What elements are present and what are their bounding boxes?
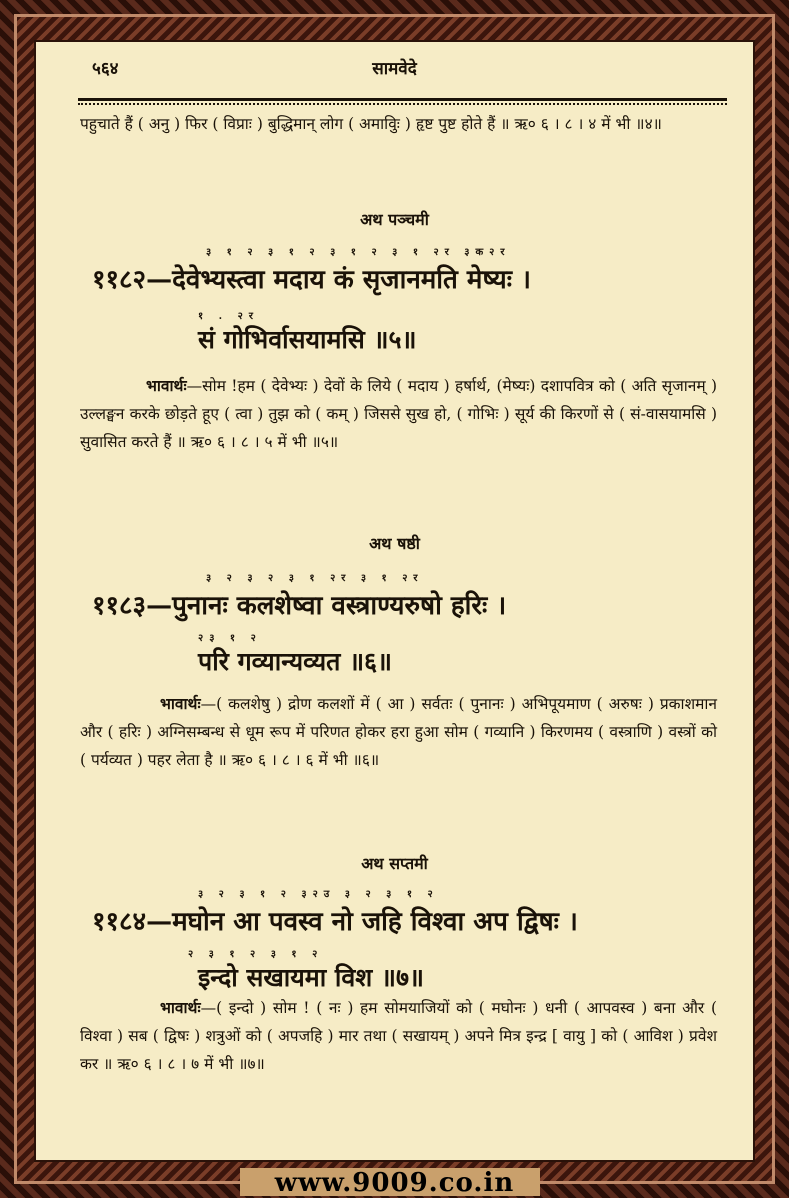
- accent-marks: १ . २र: [198, 311, 259, 322]
- verse-line: ११८४—मघोन आ पवस्व नो जहि विश्वा अप द्विषः ।: [92, 907, 578, 937]
- meaning-text: —( कलशेषु ) द्रोण कलशों में ( आ ) सर्वतः ( पुनानः ) अभिपूयमाण ( अरुषः ) प्रकाशमान और ( हरिः ) अग्निसम्बन्ध से धूम रूप में परिणत होकर हरा हुआ सोम ( गव्यानि ) किरणमय ( वस्त्राणि ) वस्त्रों को ( पर्यव्यत ) पहर लेता है ॥ ऋ० ६ । ८ । ६ में भी ॥६॥: [80, 695, 717, 769]
- verse-line: ११८३—पुनानः कलशेष्वा वस्त्राण्यरुषो हरिः ।: [92, 591, 507, 621]
- meaning-text: —सोम !हम ( देवेभ्यः ) देवों के लिये ( मदाय ) हर्षार्थ, (मेष्यः) दशापवित्र को ( अति सृजानम् ) उल्लङ्घन करके छोड़ते हूए ( त्वा ) तुझ को ( कम् ) जिससे सुख हो, ( गोभिः ) सूर्य की किरणों से ( सं-वासयामसि ) सुवासित करते हैं ॥ ऋ० ६ । ८ । ५ में भी ॥५॥: [80, 377, 717, 451]
- intro-paragraph: पहुचाते हैं ( अनु ) फिर ( विप्राः ) बुद्धिमान् लोग ( अमाविुः ) हृष्ट पुष्ट होते हैं ॥ ऋ० ६ । ८ । ४ में भी ॥४॥: [80, 115, 662, 133]
- accent-marks: २ ३ १ २ ३ १ २: [188, 949, 324, 960]
- verse-line: ११८२—देवेभ्यस्त्वा मदाय कं सृजानमति मेष्यः ।: [92, 265, 531, 295]
- accent-marks: ३ २ ३ २ ३ १ २र ३ १ २र: [206, 573, 424, 584]
- page-number: ५६४: [92, 59, 119, 79]
- meaning-label: भावार्थः: [146, 376, 187, 395]
- book-page: [34, 40, 755, 1162]
- accent-marks: ३ २ ३ १ २ ३२उ ३ २ ३ १ २: [198, 889, 439, 900]
- meaning-text: —( इन्दो ) सोम ! ( नः ) हम सोमयाजियों को ( मघोनः ) धनी ( आपवस्व ) बना और ( विश्वा ) सब ( द्विषः ) शत्रुओं को ( अपजहि ) मार तथा ( सखायम् ) अपने मित्र इन्द्र [ वायु ] को ( आविश ) प्रवेश कर ॥ ऋ० ६ । ८ । ७ में भी ॥७॥: [80, 999, 717, 1073]
- section-heading: अथ पञ्चमी: [360, 210, 429, 229]
- verse-line: सं गोभिर्वासयामसि ॥५॥: [198, 325, 417, 354]
- meaning-paragraph: [80, 690, 717, 774]
- page-title: सामवेदे: [372, 59, 417, 79]
- meaning-paragraph: [80, 994, 717, 1078]
- page-header: [92, 56, 697, 86]
- header-divider: [78, 98, 727, 101]
- meaning-label: भावार्थः: [160, 998, 201, 1017]
- meaning-label: भावार्थः: [160, 694, 201, 713]
- section-heading: अथ षष्ठी: [369, 534, 420, 553]
- section-heading: अथ सप्तमी: [361, 854, 428, 873]
- meaning-paragraph: [80, 372, 717, 456]
- verse-line: इन्दो सखायमा विश ॥७॥: [198, 963, 424, 992]
- website-watermark: www.9009.co.in: [274, 1168, 515, 1198]
- accent-marks: ३ १ २ ३ १ २ ३ १ २ ३ १ २र ३क२र: [206, 247, 511, 258]
- accent-marks: २३ १ २: [198, 633, 262, 644]
- verse-line: परि गव्यान्यव्यत ॥६॥: [198, 647, 393, 676]
